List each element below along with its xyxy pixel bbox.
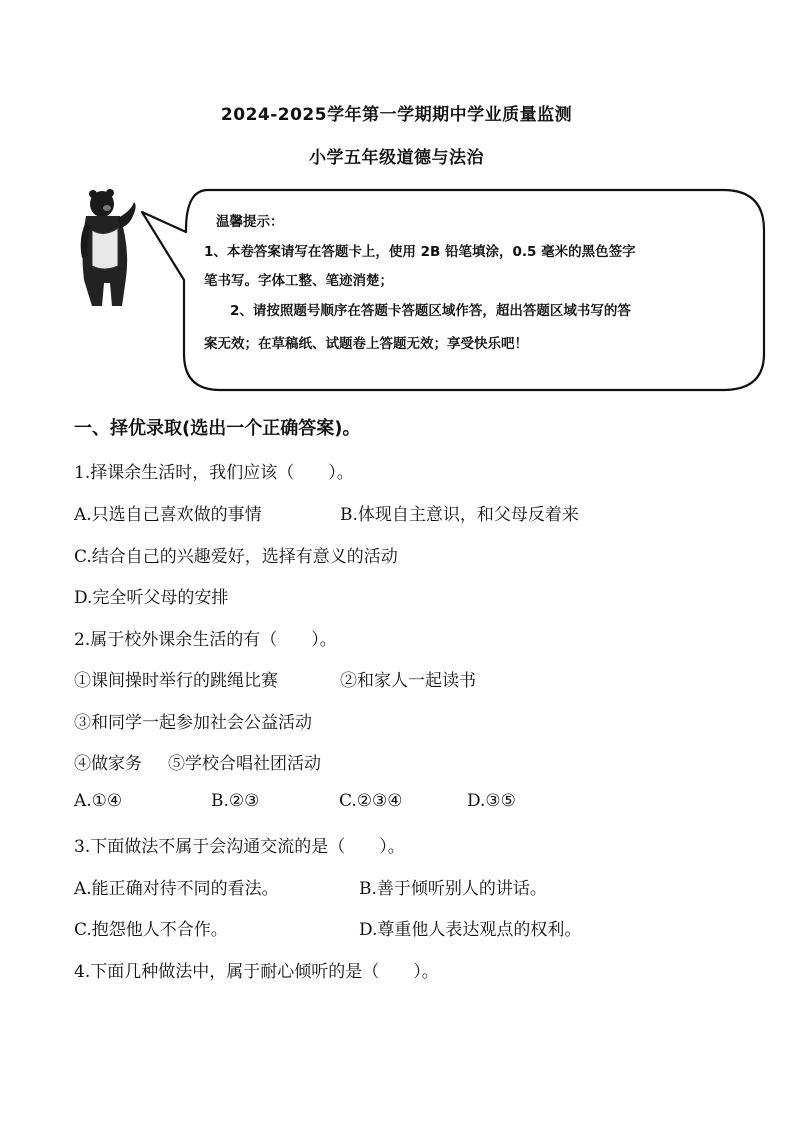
notice-title: 温馨提示： bbox=[216, 214, 284, 230]
question-3-stem: 3.下面做法不属于会沟通交流的是（ ）。 bbox=[74, 837, 405, 857]
section-1-heading: 一、择优录取(选出一个正确答案)。 bbox=[74, 418, 361, 439]
notice-item-2-line-2: 案无效；在草稿纸、试题卷上答题无效；享受快乐吧！ bbox=[204, 336, 528, 352]
notice-item-2-line-1: 2、请按照题号顺序在答题卡答题区域作答，超出答题区域书写的答 bbox=[230, 303, 631, 319]
question-3-option-d: D.尊重他人表达观点的权利。 bbox=[359, 920, 582, 940]
exam-title: 2024-2025学年第一学期期中学业质量监测 bbox=[220, 105, 573, 125]
question-2-option-b: B.②③ bbox=[211, 791, 260, 811]
question-2-option-d: D.③⑤ bbox=[467, 791, 516, 811]
question-2-item-2: ②和家人一起读书 bbox=[340, 671, 476, 691]
question-2-item-1: ①课间操时举行的跳绳比赛 bbox=[74, 671, 278, 691]
question-4-stem: 4.下面几种做法中，属于耐心倾听的是（ ）。 bbox=[74, 962, 439, 982]
question-3-option-c: C.抱怨他人不合作。 bbox=[74, 920, 228, 940]
question-2-item-4: ④做家务 bbox=[74, 754, 142, 774]
question-1-option-b: B.体现自主意识，和父母反着来 bbox=[340, 505, 579, 525]
question-3-option-a: A.能正确对待不同的看法。 bbox=[74, 879, 279, 899]
notice-item-1-line-1: 1、本卷答案请写在答题卡上，使用 2B 铅笔填涂，0.5 毫米的黑色签字 bbox=[204, 244, 636, 260]
notice-item-1-line-2: 笔书写。字体工整、笔迹消楚； bbox=[204, 273, 393, 289]
question-1-option-c: C.结合自己的兴趣爱好，选择有意义的活动 bbox=[74, 547, 398, 567]
question-2-item-5: ⑤学校合唱社团活动 bbox=[168, 754, 321, 774]
question-3-option-b: B.善于倾听别人的讲话。 bbox=[359, 879, 547, 899]
question-2-stem: 2.属于校外课余生活的有（ ）。 bbox=[74, 630, 337, 650]
exam-subtitle: 小学五年级道德与法治 bbox=[309, 148, 484, 168]
question-2-option-c: C.②③④ bbox=[339, 791, 403, 811]
question-1-option-d: D.完全听父母的安排 bbox=[74, 588, 229, 608]
question-2-item-3: ③和同学一起参加社会公益活动 bbox=[74, 713, 312, 733]
question-2-option-a: A.①④ bbox=[74, 791, 123, 811]
question-1-option-a: A.只选自己喜欢做的事情 bbox=[74, 505, 262, 525]
bear-mascot-illustration bbox=[74, 188, 144, 313]
question-1-stem: 1.择课余生活时，我们应该（ ）。 bbox=[74, 463, 354, 483]
